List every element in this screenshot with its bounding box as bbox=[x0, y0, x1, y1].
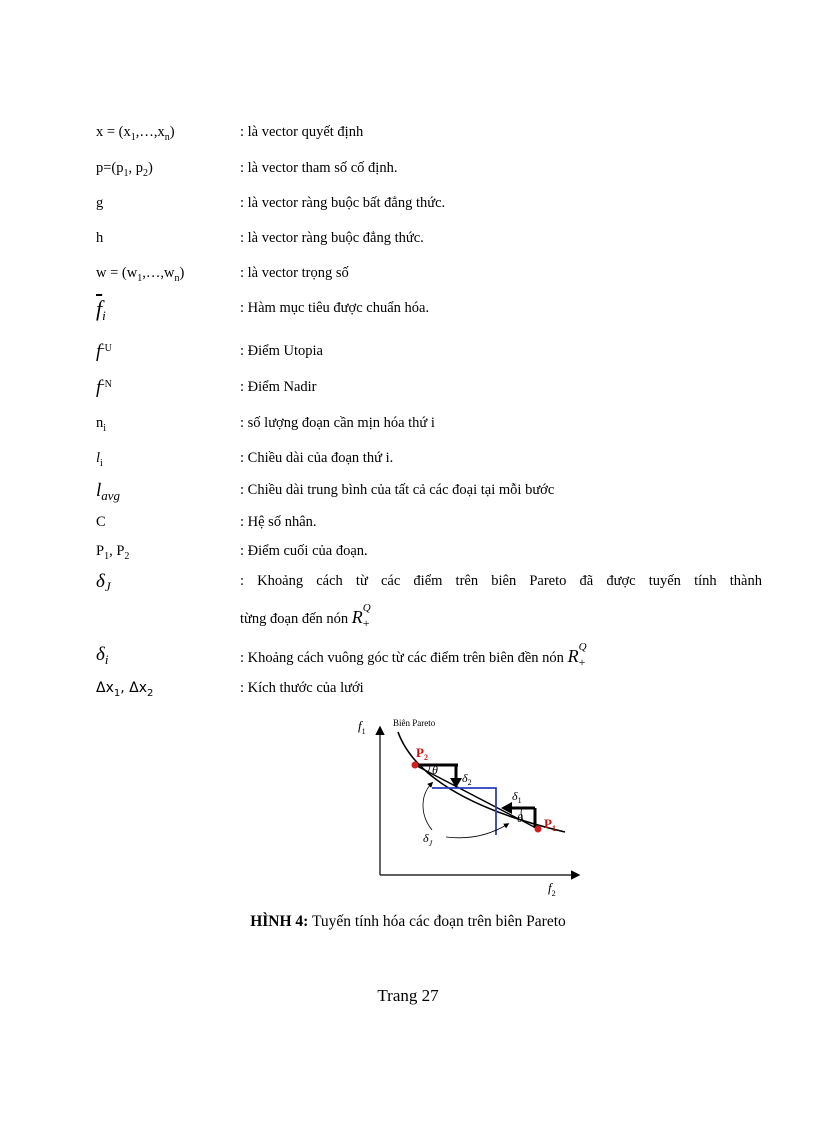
deltaJ-label: $\delta_J$ bbox=[423, 831, 433, 848]
definition: : Hàm mục tiêu được chuẩn hóa. bbox=[240, 300, 430, 316]
symbol: $\Delta x_1$, $\Delta x_2$ bbox=[96, 680, 154, 699]
symbol: $p=(p_1$, $p_2$) bbox=[96, 160, 153, 179]
definition: : là vector ràng buộc bất đẳng thức. bbox=[240, 195, 446, 211]
theta-label: θ bbox=[517, 811, 523, 825]
figure-caption: HÌNH 4: Tuyến tính hóa các đoạn trên biên Pareto bbox=[250, 913, 566, 930]
symbol: $f^{-U}$ bbox=[96, 341, 112, 362]
symbol: $x = (x_1,\dots,x_n)$ bbox=[96, 124, 175, 143]
symbol: $\delta_J$ bbox=[96, 571, 111, 594]
deltaJ-arrow bbox=[423, 783, 432, 830]
definition: : là vector quyết định bbox=[240, 124, 364, 140]
definition: : là vector ràng buộc đẳng thức. bbox=[240, 230, 424, 246]
definition: : Hệ số nhân. bbox=[240, 514, 317, 530]
delta2-label: $\delta_2$ bbox=[462, 771, 472, 787]
p2-label: $P_2$ bbox=[416, 745, 428, 762]
definition: : Chiều dài của đoạn thứ i. bbox=[240, 450, 394, 466]
definition: : Kích thước của lưới bbox=[240, 680, 364, 696]
deltaJ-arrow bbox=[446, 824, 508, 838]
definition: : Khoảng cách vuông góc từ các điểm trên biên đền nón R Q + bbox=[240, 641, 587, 669]
definition: : là vector tham số cố định. bbox=[240, 160, 398, 176]
symbol: h bbox=[96, 230, 104, 246]
symbol: $f^{-N}$ bbox=[96, 377, 112, 398]
definition: : Điểm cuối của đoạn. bbox=[240, 543, 368, 559]
symbol: $l_i$ bbox=[96, 450, 103, 469]
symbol: $\delta_i$ bbox=[96, 644, 109, 667]
symbol: $n_i$ bbox=[96, 415, 107, 434]
symbol: $l_{avg}$ bbox=[96, 480, 121, 503]
definition: : Khoảng cách từ các điểm trên biên Pareto đã được tuyến tính thành bbox=[240, 573, 762, 589]
delta1-label: $\delta_1$ bbox=[512, 789, 522, 805]
x-axis-label: $f_2$ bbox=[548, 880, 556, 898]
definition: : Chiều dài trung bình của tất cả các đoại tại mỗi bước bbox=[240, 482, 555, 498]
y-axis-label: $f_1$ bbox=[358, 718, 366, 736]
definition: : Điểm Nadir bbox=[240, 379, 317, 395]
definition: : là vector trọng số bbox=[240, 265, 349, 281]
delta2-arrowhead bbox=[450, 778, 462, 788]
p1-label: $P_1$ bbox=[544, 816, 556, 833]
page-number: Trang 27 bbox=[377, 986, 439, 1005]
symbol: $\overline{f}_i$ bbox=[96, 296, 106, 323]
p1-point bbox=[535, 826, 542, 833]
symbol: g bbox=[96, 195, 104, 211]
cone-step bbox=[432, 788, 496, 835]
pareto-label: Biên Pareto bbox=[393, 718, 436, 728]
theta-label: θ bbox=[432, 763, 438, 777]
symbol: C bbox=[96, 514, 106, 530]
definition: : số lượng đoạn cần mịn hóa thứ i bbox=[240, 415, 435, 431]
definition: : Điểm Utopia bbox=[240, 343, 323, 359]
symbol: $P_1$, $P_2$ bbox=[96, 543, 130, 562]
p2-point bbox=[412, 762, 419, 769]
symbol: $w = (w_1,\dots,w_n)$ bbox=[96, 265, 185, 284]
definition: từng đoạn đến nón R Q + bbox=[240, 602, 371, 630]
pareto-figure bbox=[350, 710, 590, 900]
